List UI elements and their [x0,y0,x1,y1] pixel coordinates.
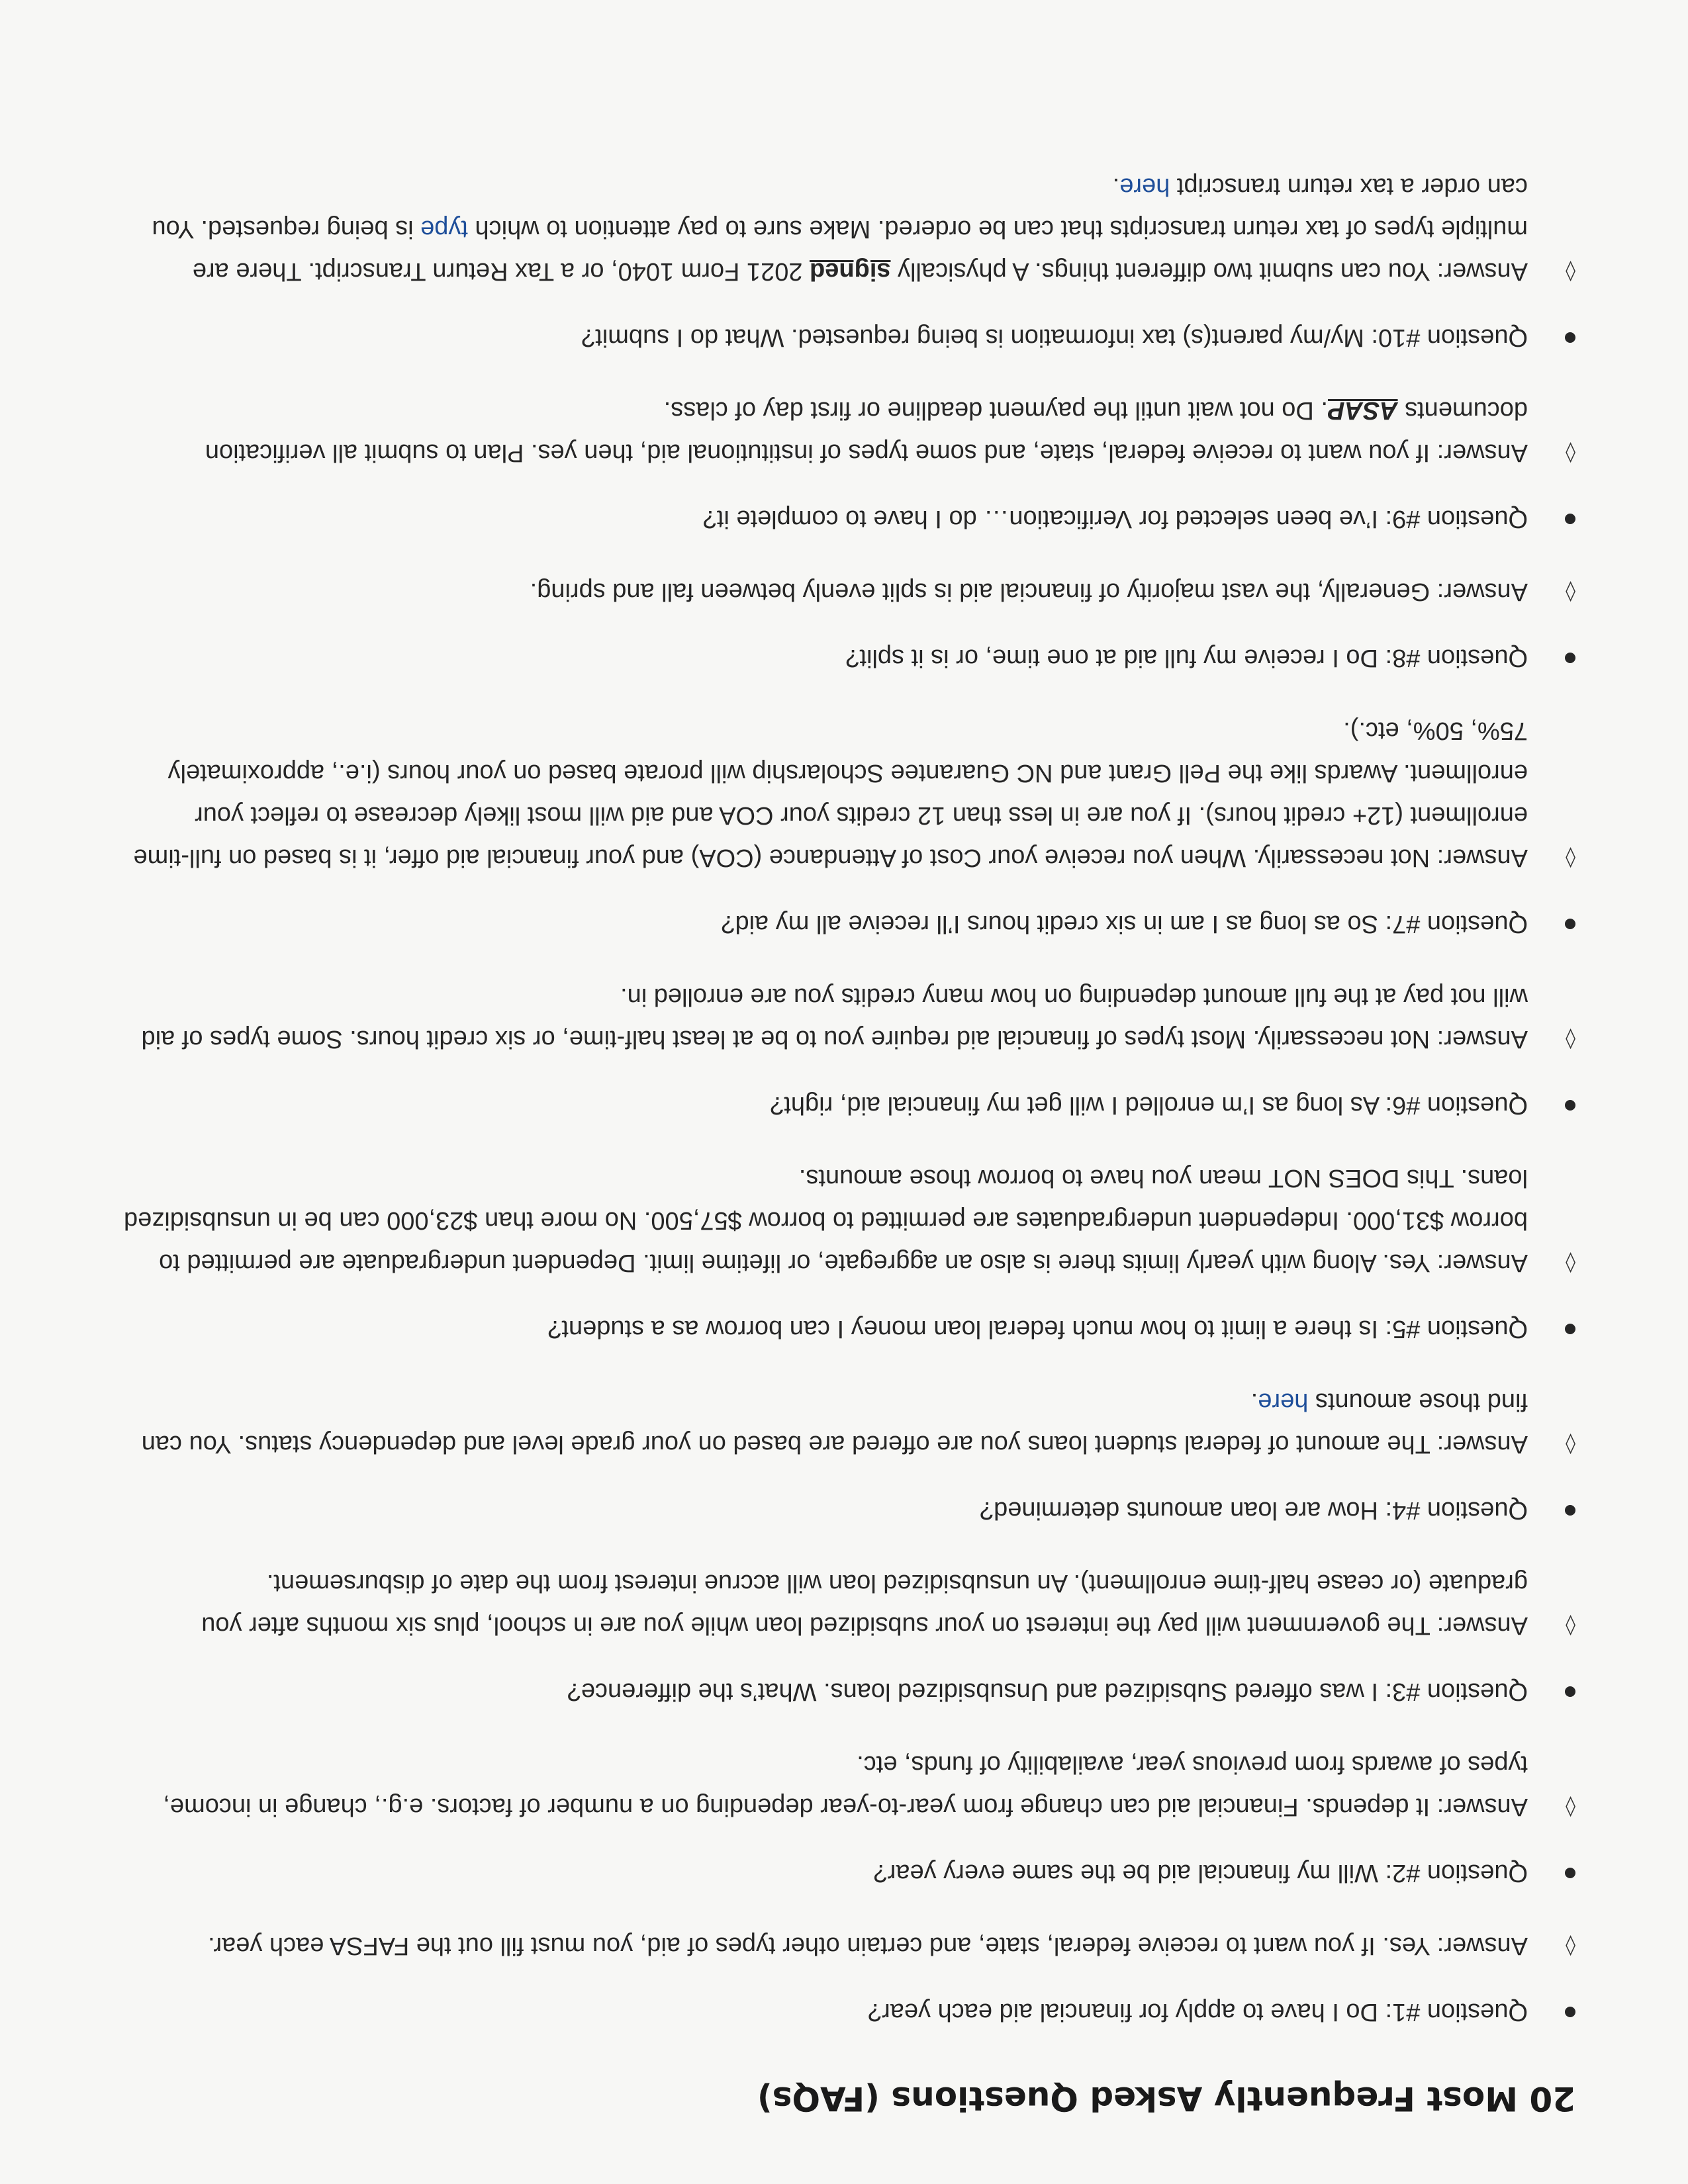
faq-item [106,976,1575,1126]
page-title: 20 Most Frequently Asked Questions (FAQs) [757,2079,1575,2118]
answer-text: Answer: Yes. If you want to receive federal, state, and certain other types of aid, you must fill out the FAFSA each year. [208,1932,1528,1960]
bullet-icon [1565,2007,1575,2017]
faq-item [106,1381,1575,1531]
faq-item [106,1562,1575,1713]
answer-text-part: Answer: If you want to receive federal, state, and some types of institutional aid, then yes. Plan to submit all verification documents [205,396,1528,467]
bullet-icon [1565,919,1575,929]
question [106,637,1575,679]
answer-text-part: . [1112,173,1120,201]
answer [106,1381,1575,1465]
answer-text-part: Answer: You can submit two different things. A physically [890,257,1528,285]
question [106,1670,1575,1713]
answer-text-part: Answer: The amount of federal student loans you are offered are based on your grade level and dependency status. You can find those amounts [141,1388,1528,1458]
bullet-icon [1565,1100,1575,1111]
loan-amounts-link[interactable]: here [1258,1388,1309,1416]
answer [106,709,1575,879]
diamond-bullet-icon: ◊ [1566,1614,1575,1637]
question [106,1308,1575,1350]
answer [106,1925,1575,1967]
question [106,903,1575,945]
diamond-bullet-icon: ◊ [1566,1028,1575,1051]
faq-item [106,709,1575,945]
question-text: Question #2: Will my financial aid be the same every year? [873,1859,1528,1887]
signed-emphasis: signed [810,257,891,285]
answer [106,976,1575,1060]
answer-text: Answer: The government will pay the interest on your subsidized loan while you are in school, plus six months after you graduate (or cease half-time enrollment). An unsubsidized loan will accrue interest from the date of disbursement. [201,1569,1528,1639]
answer-text [106,165,1528,293]
question [106,1852,1575,1894]
question [106,1489,1575,1531]
question-text: Question #4: How are loan amounts determined? [979,1496,1528,1524]
question-text: Question #3: I was offered Subsidized and Unsubsidized loans. What’s the difference? [567,1678,1528,1706]
bullet-icon [1565,653,1575,663]
diamond-bullet-icon: ◊ [1566,1251,1575,1275]
faq-item [106,1157,1575,1350]
diamond-bullet-icon: ◊ [1566,1796,1575,1819]
answer [106,1743,1575,1828]
bullet-icon [1565,332,1575,343]
question [106,1991,1575,2033]
question [106,1084,1575,1126]
diamond-bullet-icon: ◊ [1566,260,1575,283]
bullet-icon [1565,514,1575,524]
bullet-icon [1565,1686,1575,1697]
answer-text [106,1381,1528,1465]
answer [106,1562,1575,1647]
answer-text-part: 2021 Form 1040, or a Tax Return Transcript. There are multiple types of tax return transcripts that can be ordered. Make sure to pay attention to which [192,215,1528,285]
question-text: Question #6: As long as I’m enrolled I will get my financial aid, right? [770,1091,1528,1119]
question-text: Question #1: Do I have to apply for financial aid each year? [867,1998,1528,2026]
answer-text-part: . [1250,1388,1258,1416]
question-text: Question #9: I’ve been selected for Verification… do I have to complete it? [702,505,1528,533]
answer-text-part: . Do not wait until the payment deadline or first day of class. [663,396,1328,424]
answer [106,570,1575,613]
transcript-type-link[interactable]: type [420,215,468,243]
question-text: Question #5: Is there a limit to how much federal loan money I can borrow as a student? [547,1315,1528,1343]
order-transcript-link[interactable]: here [1119,173,1170,201]
faq-item [106,1743,1575,1894]
diamond-bullet-icon: ◊ [1566,846,1575,870]
answer [106,165,1575,293]
answer [106,389,1575,474]
faq-item [106,1925,1575,2033]
question [106,316,1575,359]
diamond-bullet-icon: ◊ [1566,441,1575,465]
bullet-icon [1565,1324,1575,1334]
answer-text [106,389,1528,474]
faq-document [106,135,1575,2118]
answer-text: Answer: Not necessarily. Most types of financial aid require you to be at least half-time, or six credit hours. Some types of aid will not pay at the full amount depending on how many credits you are enrolled in. [141,983,1528,1053]
question-text: Question #8: Do I receive my full aid at one time, or is it split? [845,644,1528,672]
diamond-bullet-icon: ◊ [1566,580,1575,604]
faq-item [106,165,1575,359]
faq-item [106,570,1575,679]
answer [106,1157,1575,1284]
bullet-icon [1565,1868,1575,1878]
bullet-icon [1565,1505,1575,1516]
diamond-bullet-icon: ◊ [1566,1934,1575,1958]
answer-text: Answer: Yes. Along with yearly limits there is also an aggregate, or lifetime limit. Dependent undergraduate are permitted to borrow $31,000. Independent undergraduates are permitted to borrow $57,500. No more than $23,000 can be in unsubsidized loans. This DOES NOT mean you have to borrow those amounts. [123,1164,1528,1277]
answer-text: Answer: It depends. Financial aid can change from year-to-year depending on a number of factors. e.g., change in income, types of awards from previous year, availability of funds, etc. [163,1751,1528,1821]
answer-text: Answer: Generally, the vast majority of financial aid is split evenly between fall and spring. [530,578,1528,606]
faq-item [106,389,1575,540]
answer-text: Answer: Not necessarily. When you receive your Cost of Attendance (COA) and your financial aid offer, it is based on full-time enrollment (12+ credit hours). If you are in less than 12 credits your COA and aid will most likely decrease to reflect your enrollment. Awards like the Pell Grant and NC Guarantee Scholarship will prorate based on your hours (i.e., approximately 75%, 50%, etc.). [133,717,1528,872]
question [106,498,1575,540]
question-text: Question #7: So as long as I am in six credit hours I’ll receive all my aid? [721,910,1528,938]
diamond-bullet-icon: ◊ [1566,1433,1575,1456]
question-text: Question #10: My/my parent(s) tax information is being requested. What do I submit? [581,324,1528,351]
asap-emphasis: ASAP [1327,396,1398,424]
answer-text-part: is being requested. You can order a tax return transcript [152,173,1528,243]
